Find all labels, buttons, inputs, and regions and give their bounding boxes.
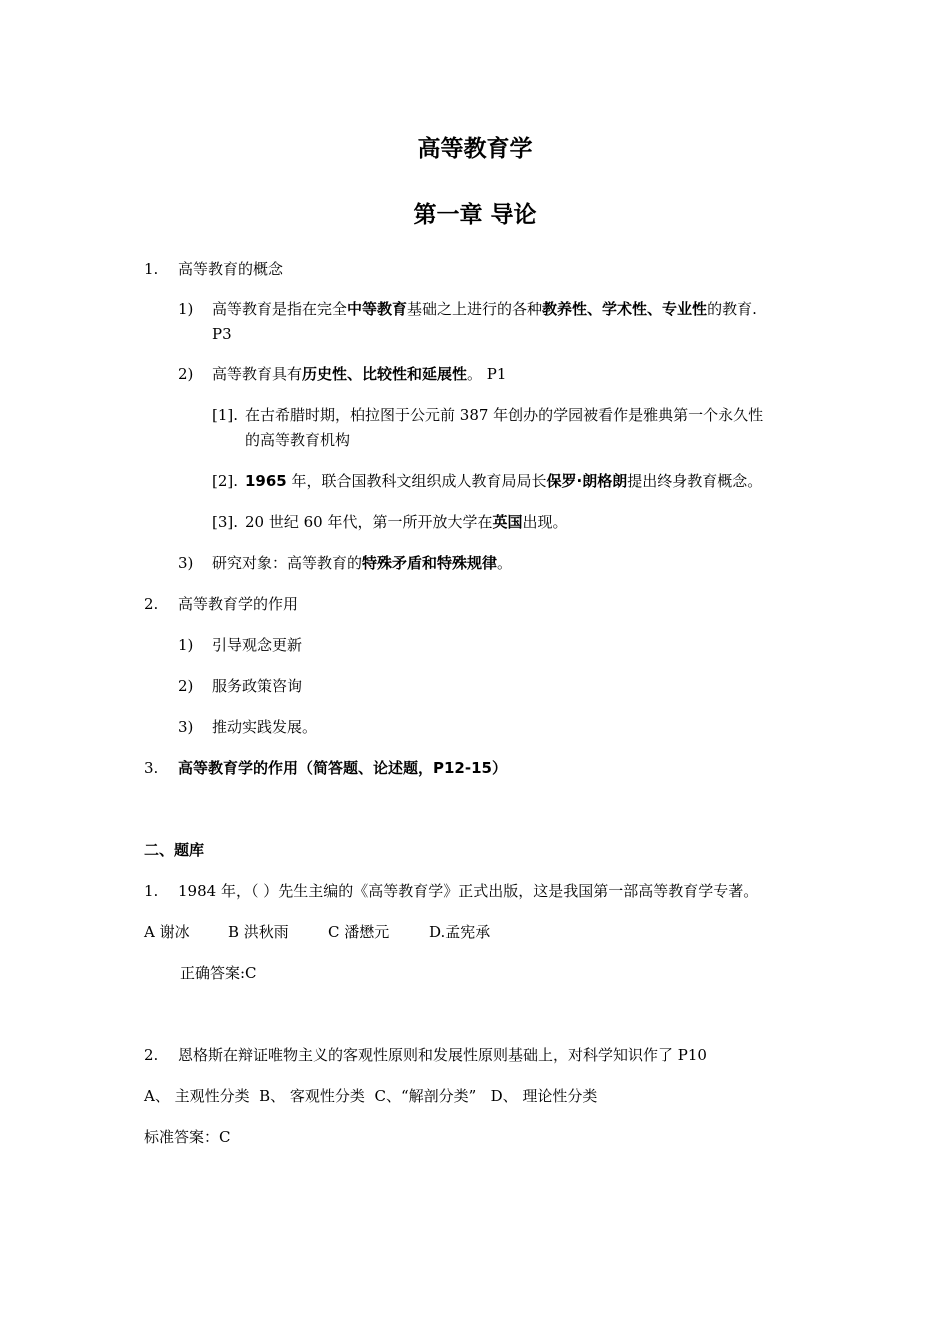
section-2	[144, 593, 299, 615]
section-3	[144, 757, 507, 779]
sub-item-continuation: 的高等教育机构	[245, 431, 351, 449]
sub-item	[212, 404, 764, 426]
item-text: 高等教育具有历史性、比较性和延展性。 P1	[212, 365, 507, 383]
document-title: 高等教育学	[417, 136, 533, 162]
sub-item-number: [3].	[212, 513, 239, 531]
question-2-answer: 标准答案：C	[144, 1128, 231, 1146]
question-text: 恩格斯在辩证唯物主义的客观性原则和发展性原则基础上，对科学知识作了 P10	[178, 1046, 707, 1064]
question-1	[144, 880, 759, 902]
option-b: B 洪秋雨	[228, 923, 289, 941]
item-text-continuation: P3	[212, 325, 232, 343]
question-number: 1.	[144, 882, 159, 900]
item-number: 1)	[178, 300, 194, 318]
question-2-options: A、 主观性分类 B、 客观性分类 C、“解剖分类” D、 理论性分类	[144, 1087, 598, 1105]
question-text: 1984 年，（ ）先生主编的《高等教育学》正式出版，这是我国第一部高等教育学专著。	[178, 882, 759, 900]
section-1-heading: 高等教育的概念	[178, 260, 284, 278]
question-2	[144, 1044, 707, 1066]
item-text: 研究对象：高等教育的特殊矛盾和特殊规律。	[212, 554, 513, 572]
sub-item-text: 在古希腊时期，柏拉图于公元前 387 年创办的学园被看作是雅典第一个永久性	[245, 406, 764, 424]
section-2-number: 2.	[144, 595, 159, 613]
sub-item-text: 20 世纪 60 年代，第一所开放大学在英国出现。	[245, 513, 568, 531]
option-a: A 谢冰	[144, 923, 190, 941]
item-text: 高等教育是指在完全中等教育基础之上进行的各种教养性、学术性、专业性的教育.	[212, 300, 757, 318]
sub-item-number: [1].	[212, 406, 239, 424]
list-item	[178, 634, 303, 656]
item-text: 服务政策咨询	[212, 677, 303, 695]
list-item	[178, 552, 513, 574]
sub-item	[212, 511, 568, 533]
sub-item	[212, 470, 763, 492]
item-number: 1)	[178, 636, 194, 654]
option-d: D.孟宪承	[429, 923, 491, 941]
question-1-answer: 正确答案:C	[180, 964, 257, 982]
list-item	[178, 675, 303, 697]
item-number: 2)	[178, 365, 194, 383]
section-2-heading: 高等教育学的作用	[178, 595, 299, 613]
section-1-number: 1.	[144, 260, 159, 278]
section-3-number: 3.	[144, 759, 159, 777]
item-number: 3)	[178, 554, 194, 572]
sub-item-number: [2].	[212, 472, 239, 490]
question-bank-heading: 二、题库	[144, 841, 205, 859]
section-3-heading: 高等教育学的作用（简答题、论述题，P12-15）	[178, 759, 507, 777]
item-number: 2)	[178, 677, 194, 695]
option-c: C 潘懋元	[328, 923, 390, 941]
sub-item-text: 1965 年，联合国教科文组织成人教育局局长保罗·朗格朗提出终身教育概念。	[245, 472, 763, 490]
item-text: 引导观念更新	[212, 636, 303, 654]
list-item	[178, 298, 757, 320]
chapter-title: 第一章 导论	[413, 202, 537, 228]
question-number: 2.	[144, 1046, 159, 1064]
item-number: 3)	[178, 718, 194, 736]
item-text: 推动实践发展。	[212, 718, 318, 736]
list-item	[178, 363, 507, 385]
list-item	[178, 716, 318, 738]
section-1	[144, 258, 284, 280]
